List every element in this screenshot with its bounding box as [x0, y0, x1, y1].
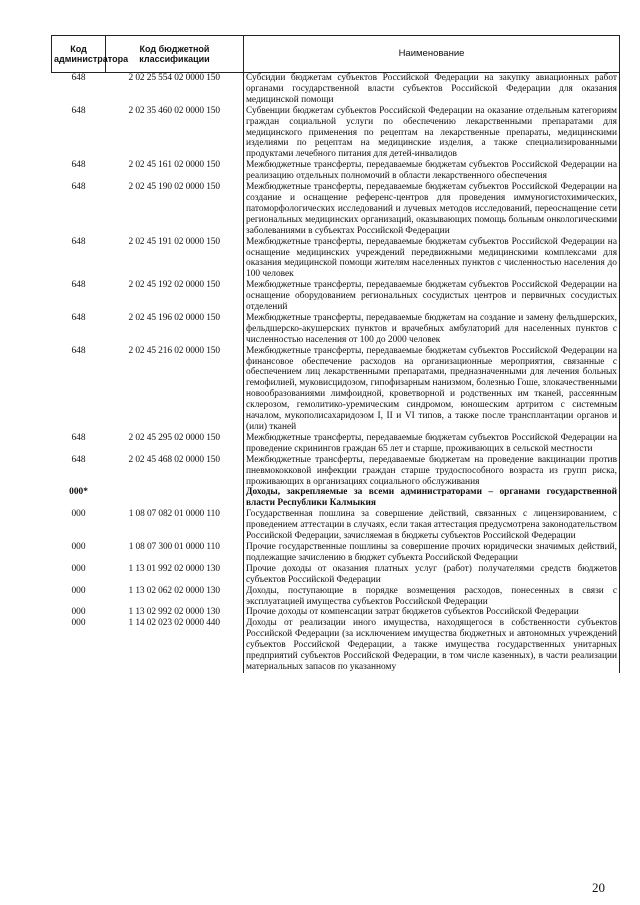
table-header-row: [52, 36, 620, 73]
name-cell: Межбюджетные трансферты, передаваемые бюджетам субъектов Российской Федерации на проведение скринингов граждан 65 лет и старше, проживающих в сельской местности: [244, 433, 620, 455]
budget-code-cell: 2 02 45 192 02 0000 150: [128, 280, 220, 291]
admin-code-cell: 000: [71, 509, 86, 520]
budget-code-cell: 1 14 02 023 02 0000 440: [128, 618, 220, 629]
budget-code-cell: 1 13 02 992 02 0000 130: [128, 607, 220, 618]
budget-code-cell: 2 02 45 191 02 0000 150: [128, 236, 220, 247]
header-admin-code: Код администратора: [52, 36, 106, 73]
admin-code-cell: 000: [71, 541, 86, 552]
name-cell: Межбюджетные трансферты, передаваемые бюджетам субъектов Российской Федерации на оснащение медицинских учреждений передвижными медицинскими комплексами для оказания медицинской помощи жителям населенных пунктов с численностью населения до 100 человек: [244, 237, 620, 281]
budget-code-cell: 1 13 01 992 02 0000 130: [128, 563, 220, 574]
name-cell: Государственная пошлина за совершение действий, связанных с лицензированием, с проведением аттестации в случаях, если такая аттестация предусмотрена законодательством Российской Федерации, зачисляемая в бюджеты субъектов Российской Федерации: [244, 509, 620, 542]
header-name: Наименование: [244, 36, 620, 73]
name-cell: Межбюджетные трансферты, передаваемые бюджетам на создание и замену фельдшерских, фельдшерско-акушерских пунктов и врачебных амбулаторий для населенных пунктов с численностью населения от 100 до 2000 человек: [244, 313, 620, 346]
table-row: [52, 280, 620, 313]
name-cell: Межбюджетные трансферты, передаваемые бюджетам на проведение вакцинации против пневмококковой инфекции граждан старше трудоспособного возраста из групп риска, проживающих в организациях социального обслуживания: [244, 455, 620, 488]
admin-code-cell: 000*: [69, 487, 88, 498]
name-cell: Прочие доходы от компенсации затрат бюджетов субъектов Российской Федерации: [244, 607, 620, 618]
table-row: [52, 313, 620, 346]
admin-code-cell: 648: [71, 236, 86, 247]
table-row: [52, 487, 620, 509]
budget-code-cell: 2 02 35 460 02 0000 150: [128, 105, 220, 116]
table-row: [52, 160, 620, 182]
table-body: [52, 73, 620, 673]
admin-code-cell: 648: [71, 345, 86, 356]
budget-code-cell: 2 02 25 554 02 0000 150: [128, 73, 220, 83]
budget-code-cell: 1 13 02 062 02 0000 130: [128, 585, 220, 596]
name-cell: Прочие государственные пошлины за совершение прочих юридически значимых действий, подлежащие зачислению в бюджет субъекта Российской Федерации: [244, 542, 620, 564]
table-row: [52, 564, 620, 586]
admin-code-cell: 648: [71, 280, 86, 291]
table-row: [52, 586, 620, 608]
name-cell: Прочие доходы от оказания платных услуг (работ) получателями средств бюджетов субъектов Российской Федерации: [244, 564, 620, 586]
table-row: [52, 73, 620, 106]
budget-code-cell: 1 08 07 082 01 0000 110: [128, 509, 220, 520]
admin-code-cell: 648: [71, 312, 86, 323]
admin-code-cell: 648: [71, 73, 86, 83]
budget-code-cell: 2 02 45 468 02 0000 150: [128, 454, 220, 465]
table-row: [52, 607, 620, 618]
table-row: [52, 618, 620, 673]
name-cell: Межбюджетные трансферты, передаваемые бюджетам субъектов Российской Федерации на финансовое обеспечение расходов на организационные мероприятия, связанные с обеспечением лиц лекарственными препаратами, предназначенными для лечения больных гемофилией, муковисцидозом, гипофизарным нанизмом, болезнью Гоше, злокачественными новообразованиями лимфоидной, кроветворной и родственных им тканей, рассеянным склерозом, гемолитико-уремическим синдромом, юношеским артритом с системным началом, мукополисахаридозом I, II и VI типов, а также после трансплантации органов и (или) тканей: [244, 346, 620, 433]
admin-code-cell: 000: [71, 607, 86, 618]
name-cell: Доходы от реализации иного имущества, находящегося в собственности субъектов Российской Федерации (за исключением имущества бюджетных и автономных учреждений субъектов Российской Федерации, а также имущества государственных унитарных предприятий субъектов Российской Федерации, в том числе казенных), в части реализации материальных запасов по указанному: [244, 618, 620, 673]
budget-code-cell: 2 02 45 216 02 0000 150: [128, 345, 220, 356]
admin-code-cell: 000: [71, 618, 86, 629]
name-cell: Доходы, поступающие в порядке возмещения расходов, понесенных в связи с эксплуатацией имущества субъектов Российской Федерации: [244, 586, 620, 608]
table-row: [52, 106, 620, 161]
table-row: [52, 433, 620, 455]
admin-code-cell: 648: [71, 105, 86, 116]
budget-code-cell: 2 02 45 196 02 0000 150: [128, 312, 220, 323]
name-cell: Межбюджетные трансферты, передаваемые бюджетам субъектов Российской Федерации на создание и оснащение референс-центров для проведения иммуногистохимических, патоморфологических исследований и лучевых методов исследований, переоснащение сети региональных медицинских организаций, оказывающих помощь больным онкологическими заболеваниями в субъектах Российской Федерации: [244, 182, 620, 237]
table-row: [52, 455, 620, 488]
admin-code-cell: 000: [71, 585, 86, 596]
table-row: [52, 542, 620, 564]
budget-code-cell: 1 08 07 300 01 0000 110: [128, 541, 220, 552]
budget-classification-table: [51, 35, 620, 673]
header-budget-code: Код бюджетной классификации: [106, 36, 244, 73]
budget-code-cell: 2 02 45 161 02 0000 150: [128, 160, 220, 171]
table-row: [52, 237, 620, 281]
admin-code-cell: 648: [71, 454, 86, 465]
name-cell: Субвенции бюджетам субъектов Российской Федерации на оказание отдельным категориям граждан социальной услуги по обеспечению лекарственными препаратами для медицинского применения по рецептам на лекарственные препараты, медицинскими изделиями по рецептам на медицинские изделия, а также специализированными продуктами лечебного питания для детей-инвалидов: [244, 106, 620, 161]
table-row: [52, 346, 620, 433]
budget-code-cell: 2 02 45 190 02 0000 150: [128, 182, 220, 193]
name-cell: Субсидии бюджетам субъектов Российской Федерации на закупку авиационных работ органами государственной власти субъектов Российской Федерации для оказания медицинской помощи: [244, 73, 620, 106]
name-cell: Межбюджетные трансферты, передаваемые бюджетам субъектов Российской Федерации на оснащение оборудованием региональных сосудистых центров и первичных сосудистых отделений: [244, 280, 620, 313]
admin-code-cell: 648: [71, 160, 86, 171]
table-row: [52, 182, 620, 237]
page-number: 20: [592, 880, 605, 895]
table-row: [52, 509, 620, 542]
budget-code-cell: [106, 487, 244, 509]
name-cell: Межбюджетные трансферты, передаваемые бюджетам субъектов Российской Федерации на реализацию отдельных полномочий в области лекарственного обеспечения: [244, 160, 620, 182]
admin-code-cell: 648: [71, 432, 86, 443]
admin-code-cell: 648: [71, 182, 86, 193]
budget-code-cell: 2 02 45 295 02 0000 150: [128, 432, 220, 443]
admin-code-cell: 000: [71, 563, 86, 574]
name-cell: Доходы, закрепляемые за всеми администраторами – органами государственной власти Республики Калмыкия: [244, 487, 620, 509]
